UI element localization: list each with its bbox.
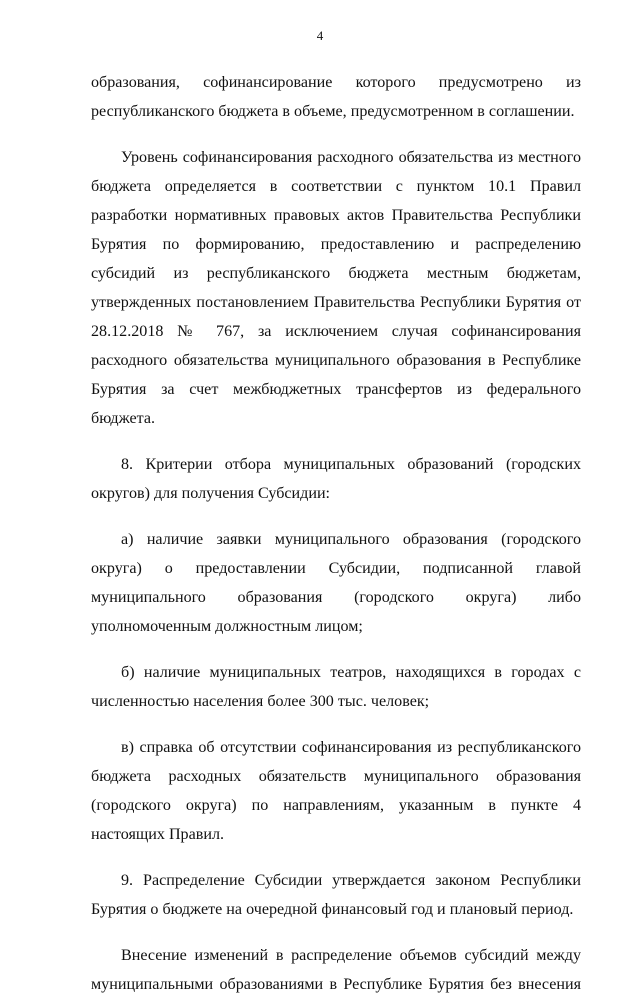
paragraph-criterion-c: в) справка об отсутствии софинансирования из республиканского бюджета расходных обязательств муниципального образования (городского округа) по направлениям, указанным в пункте 4 настоящих Правил. [91, 739, 581, 843]
paragraph-criterion-a: а) наличие заявки муниципального образования (городского округа) о предоставлении Субсидии, подписанной главой муниципального образования (городского округа) либо уполномоченным должностным лицом; [91, 531, 581, 635]
paragraph-subsidy-distribution: 9. Распределение Субсидии утверждается законом Республики Бурятия о бюджете на очередной финансовый год и плановый период. [91, 872, 581, 918]
paragraph-criterion-b: б) наличие муниципальных театров, находящихся в городах с численностью населения более 300 тыс. человек; [91, 664, 581, 710]
paragraph-selection-criteria: 8. Критерии отбора муниципальных образований (городских округов) для получения Субсидии: [91, 456, 581, 502]
document-body [91, 68, 581, 999]
paragraph-continuation: образования, софинансирование которого предусмотрено из республиканского бюджета в объеме, предусмотренном в соглашении. [91, 74, 581, 120]
page-number: 4 [316, 28, 324, 43]
paragraph-amendments: Внесение изменений в распределение объемов субсидий между муниципальными образованиями в Республике Бурятия без внесения [91, 947, 581, 993]
paragraph-cofinancing-level: Уровень софинансирования расходного обязательства из местного бюджета определяется в соответствии с пунктом 10.1 Правил разработки нормативных правовых актов Правительства Республики Бурятия по формированию, предоставлению и распределению субсидий из республиканского бюджета местным бюджетам, утвержденных постановлением Правительства Республики Бурятия от 28.12.2018 № 767, за исключением случая софинансирования расходного обязательства муниципального образования в Республике Бурятия за счет межбюджетных трансфертов из федерального бюджета. [91, 149, 581, 427]
